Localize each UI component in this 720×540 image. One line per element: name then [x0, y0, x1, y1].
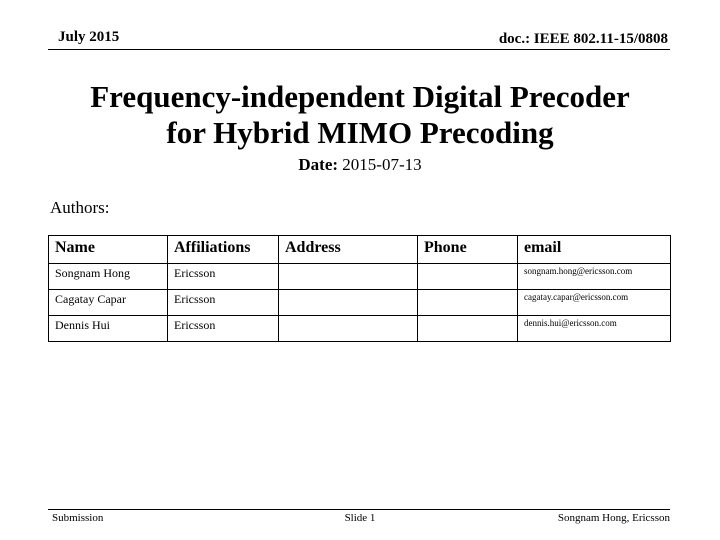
- cell-email: dennis.hui@ericsson.com: [518, 316, 671, 342]
- date-line: [0, 155, 720, 175]
- col-header-phone: Phone: [418, 236, 518, 264]
- cell-phone: [418, 316, 518, 342]
- cell-email: cagatay.capar@ericsson.com: [518, 290, 671, 316]
- header-date: July 2015: [58, 29, 120, 45]
- footer-submission: Submission: [52, 512, 104, 524]
- cell-phone: [418, 264, 518, 290]
- table-row: [49, 290, 671, 316]
- header-doc-id: doc.: IEEE 802.11-15/0808: [498, 31, 668, 47]
- cell-email: songnam.hong@ericsson.com: [518, 264, 671, 290]
- col-header-address: Address: [279, 236, 418, 264]
- table-row: [49, 264, 671, 290]
- authors-label: Authors:: [50, 198, 110, 217]
- date-value: 2015-07-13: [342, 155, 422, 174]
- col-header-email: email: [518, 236, 671, 264]
- cell-name: Dennis Hui: [49, 316, 168, 342]
- slide-title: [0, 79, 720, 151]
- col-header-name: Name: [49, 236, 168, 264]
- col-header-affiliations: Affiliations: [168, 236, 279, 264]
- cell-phone: [418, 290, 518, 316]
- cell-address: [279, 264, 418, 290]
- cell-affiliation: Ericsson: [168, 316, 279, 342]
- authors-table: [48, 235, 671, 342]
- slide-title-line-2: for Hybrid MIMO Precoding: [166, 115, 554, 150]
- cell-affiliation: Ericsson: [168, 264, 279, 290]
- footer-slide-number: Slide 1: [344, 512, 376, 524]
- table-row: [49, 316, 671, 342]
- cell-address: [279, 290, 418, 316]
- table-header-row: [49, 236, 671, 264]
- footer-rule: [48, 509, 670, 510]
- slide-title-line-1: Frequency-independent Digital Precoder: [90, 79, 630, 114]
- header-rule: [48, 49, 670, 50]
- cell-affiliation: Ericsson: [168, 290, 279, 316]
- cell-address: [279, 316, 418, 342]
- cell-name: Songnam Hong: [49, 264, 168, 290]
- cell-name: Cagatay Capar: [49, 290, 168, 316]
- date-label: Date:: [298, 155, 339, 174]
- footer-author: Songnam Hong, Ericsson: [557, 512, 670, 524]
